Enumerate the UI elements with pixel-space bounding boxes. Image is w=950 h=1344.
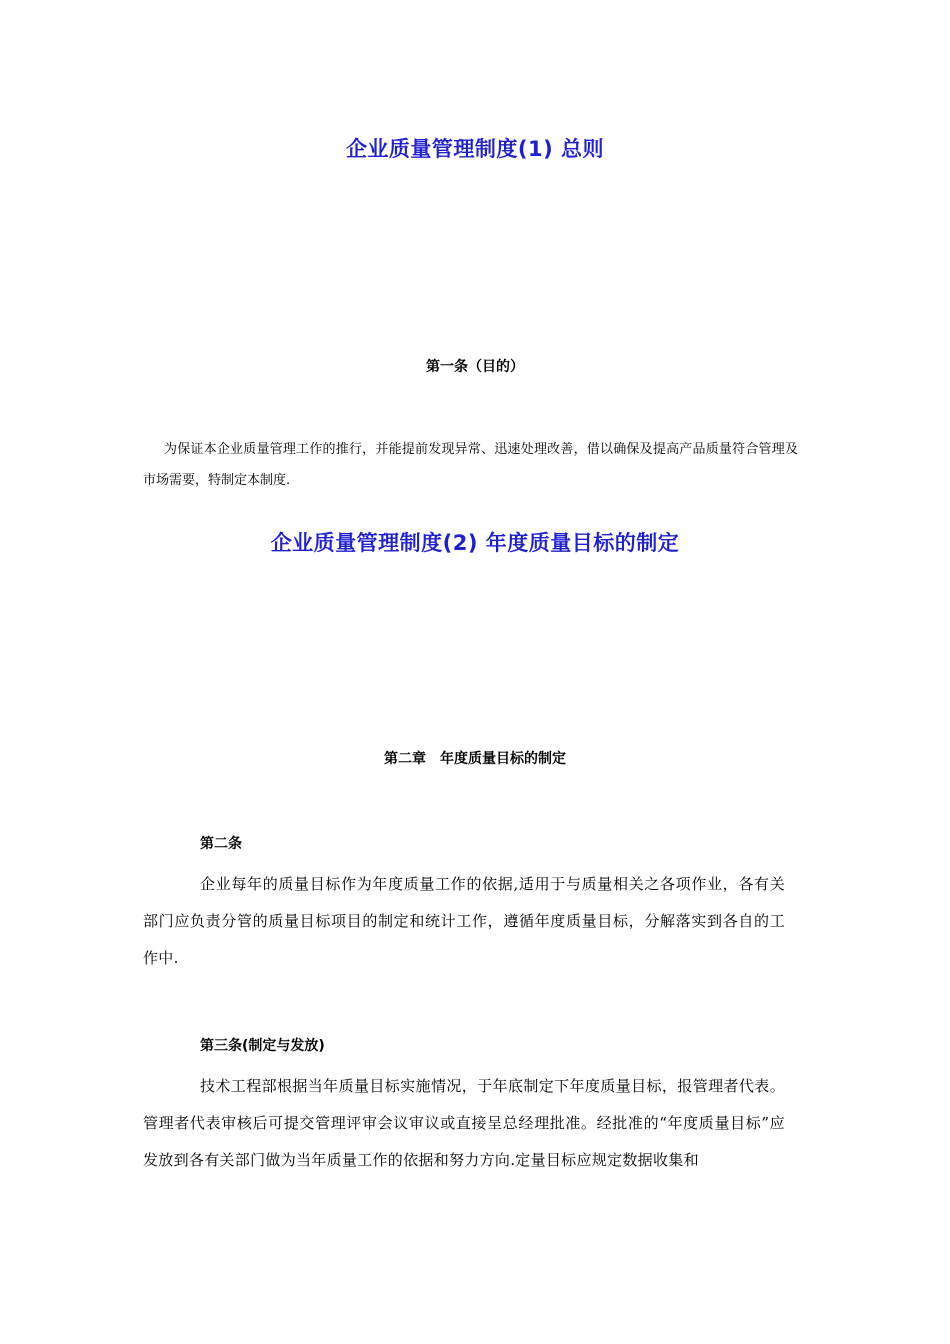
article-1-paragraph: 为保证本企业质量管理工作的推行，并能提前发现异常、迅速处理改善，借以确保及提高产品质量符合管理及市场需要，特制定本制度. (143, 442, 798, 488)
article-2-heading: 第二条 (200, 836, 242, 852)
article-3-paragraph: 技术工程部根据当年质量目标实施情况，于年底制定下年度质量目标，报管理者代表。管理者代表审核后可提交管理评审会议审议或直接呈总经理批准。经批准的“年度质量目标”应发放到各有关部门做为当年质量工作的依据和努力方向.定量目标应规定数据收集和 (143, 1077, 785, 1169)
article-3-heading: 第三条(制定与发放) (200, 1038, 325, 1054)
section-1-title: 企业质量管理制度(1) 总则 (345, 137, 605, 161)
chapter-2-heading: 第二章 年度质量目标的制定 (384, 751, 566, 767)
article-1-heading: 第一条（目的） (426, 359, 524, 375)
section-2-title: 企业质量管理制度(2) 年度质量目标的制定 (270, 531, 680, 555)
article-2-paragraph: 企业每年的质量目标作为年度质量工作的依据,适用于与质量相关之各项作业，各有关部门应负责分管的质量目标项目的制定和统计工作，遵循年度质量目标，分解落实到各自的工作中. (143, 875, 785, 967)
